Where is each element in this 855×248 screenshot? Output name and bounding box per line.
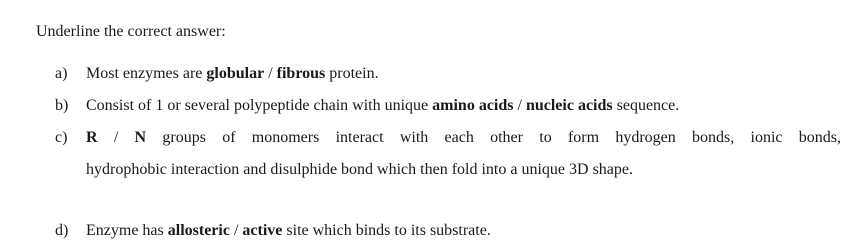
question-text-after: sequence. [612, 97, 680, 114]
answer-option-allosteric[interactable]: allosteric [167, 222, 230, 239]
question-text-before: Consist of 1 or several polypeptide chain with unique [86, 97, 433, 114]
question-text [86, 96, 679, 116]
answer-option-fibrous[interactable]: fibrous [276, 65, 326, 82]
question-marker: a) [55, 65, 68, 82]
instruction: Underline the correct answer: [36, 23, 226, 40]
question-text-before: Most enzymes are [86, 65, 207, 82]
question-text [86, 64, 379, 84]
answer-option-globular[interactable]: globular [206, 65, 265, 82]
question-text-after: protein. [325, 65, 379, 82]
question-text-before: Enzyme has [86, 222, 168, 239]
question-marker: c) [55, 129, 68, 146]
answer-option-r[interactable]: R [86, 129, 98, 146]
question-text-after: site which binds to its substrate. [282, 222, 491, 239]
answer-option-active[interactable]: active [242, 222, 283, 239]
question-text-line1 [86, 128, 841, 148]
question-text-after: groups of monomers interact with each other to form hydrogen bonds, ionic bonds, [146, 129, 841, 146]
option-separator: / [513, 97, 526, 114]
answer-option-nucleic-acids[interactable]: nucleic acids [525, 97, 613, 114]
answer-option-n[interactable]: N [134, 129, 147, 146]
question-marker: b) [55, 97, 69, 114]
option-separator: / [229, 222, 243, 239]
question-text [86, 221, 491, 241]
option-separator: / [97, 129, 135, 146]
question-text-line2: hydrophobic interaction and disulphide bond which then fold into a unique 3D shape. [86, 161, 633, 178]
question-marker: d) [55, 222, 69, 239]
answer-option-amino-acids[interactable]: amino acids [432, 97, 514, 114]
option-separator: / [264, 65, 277, 82]
